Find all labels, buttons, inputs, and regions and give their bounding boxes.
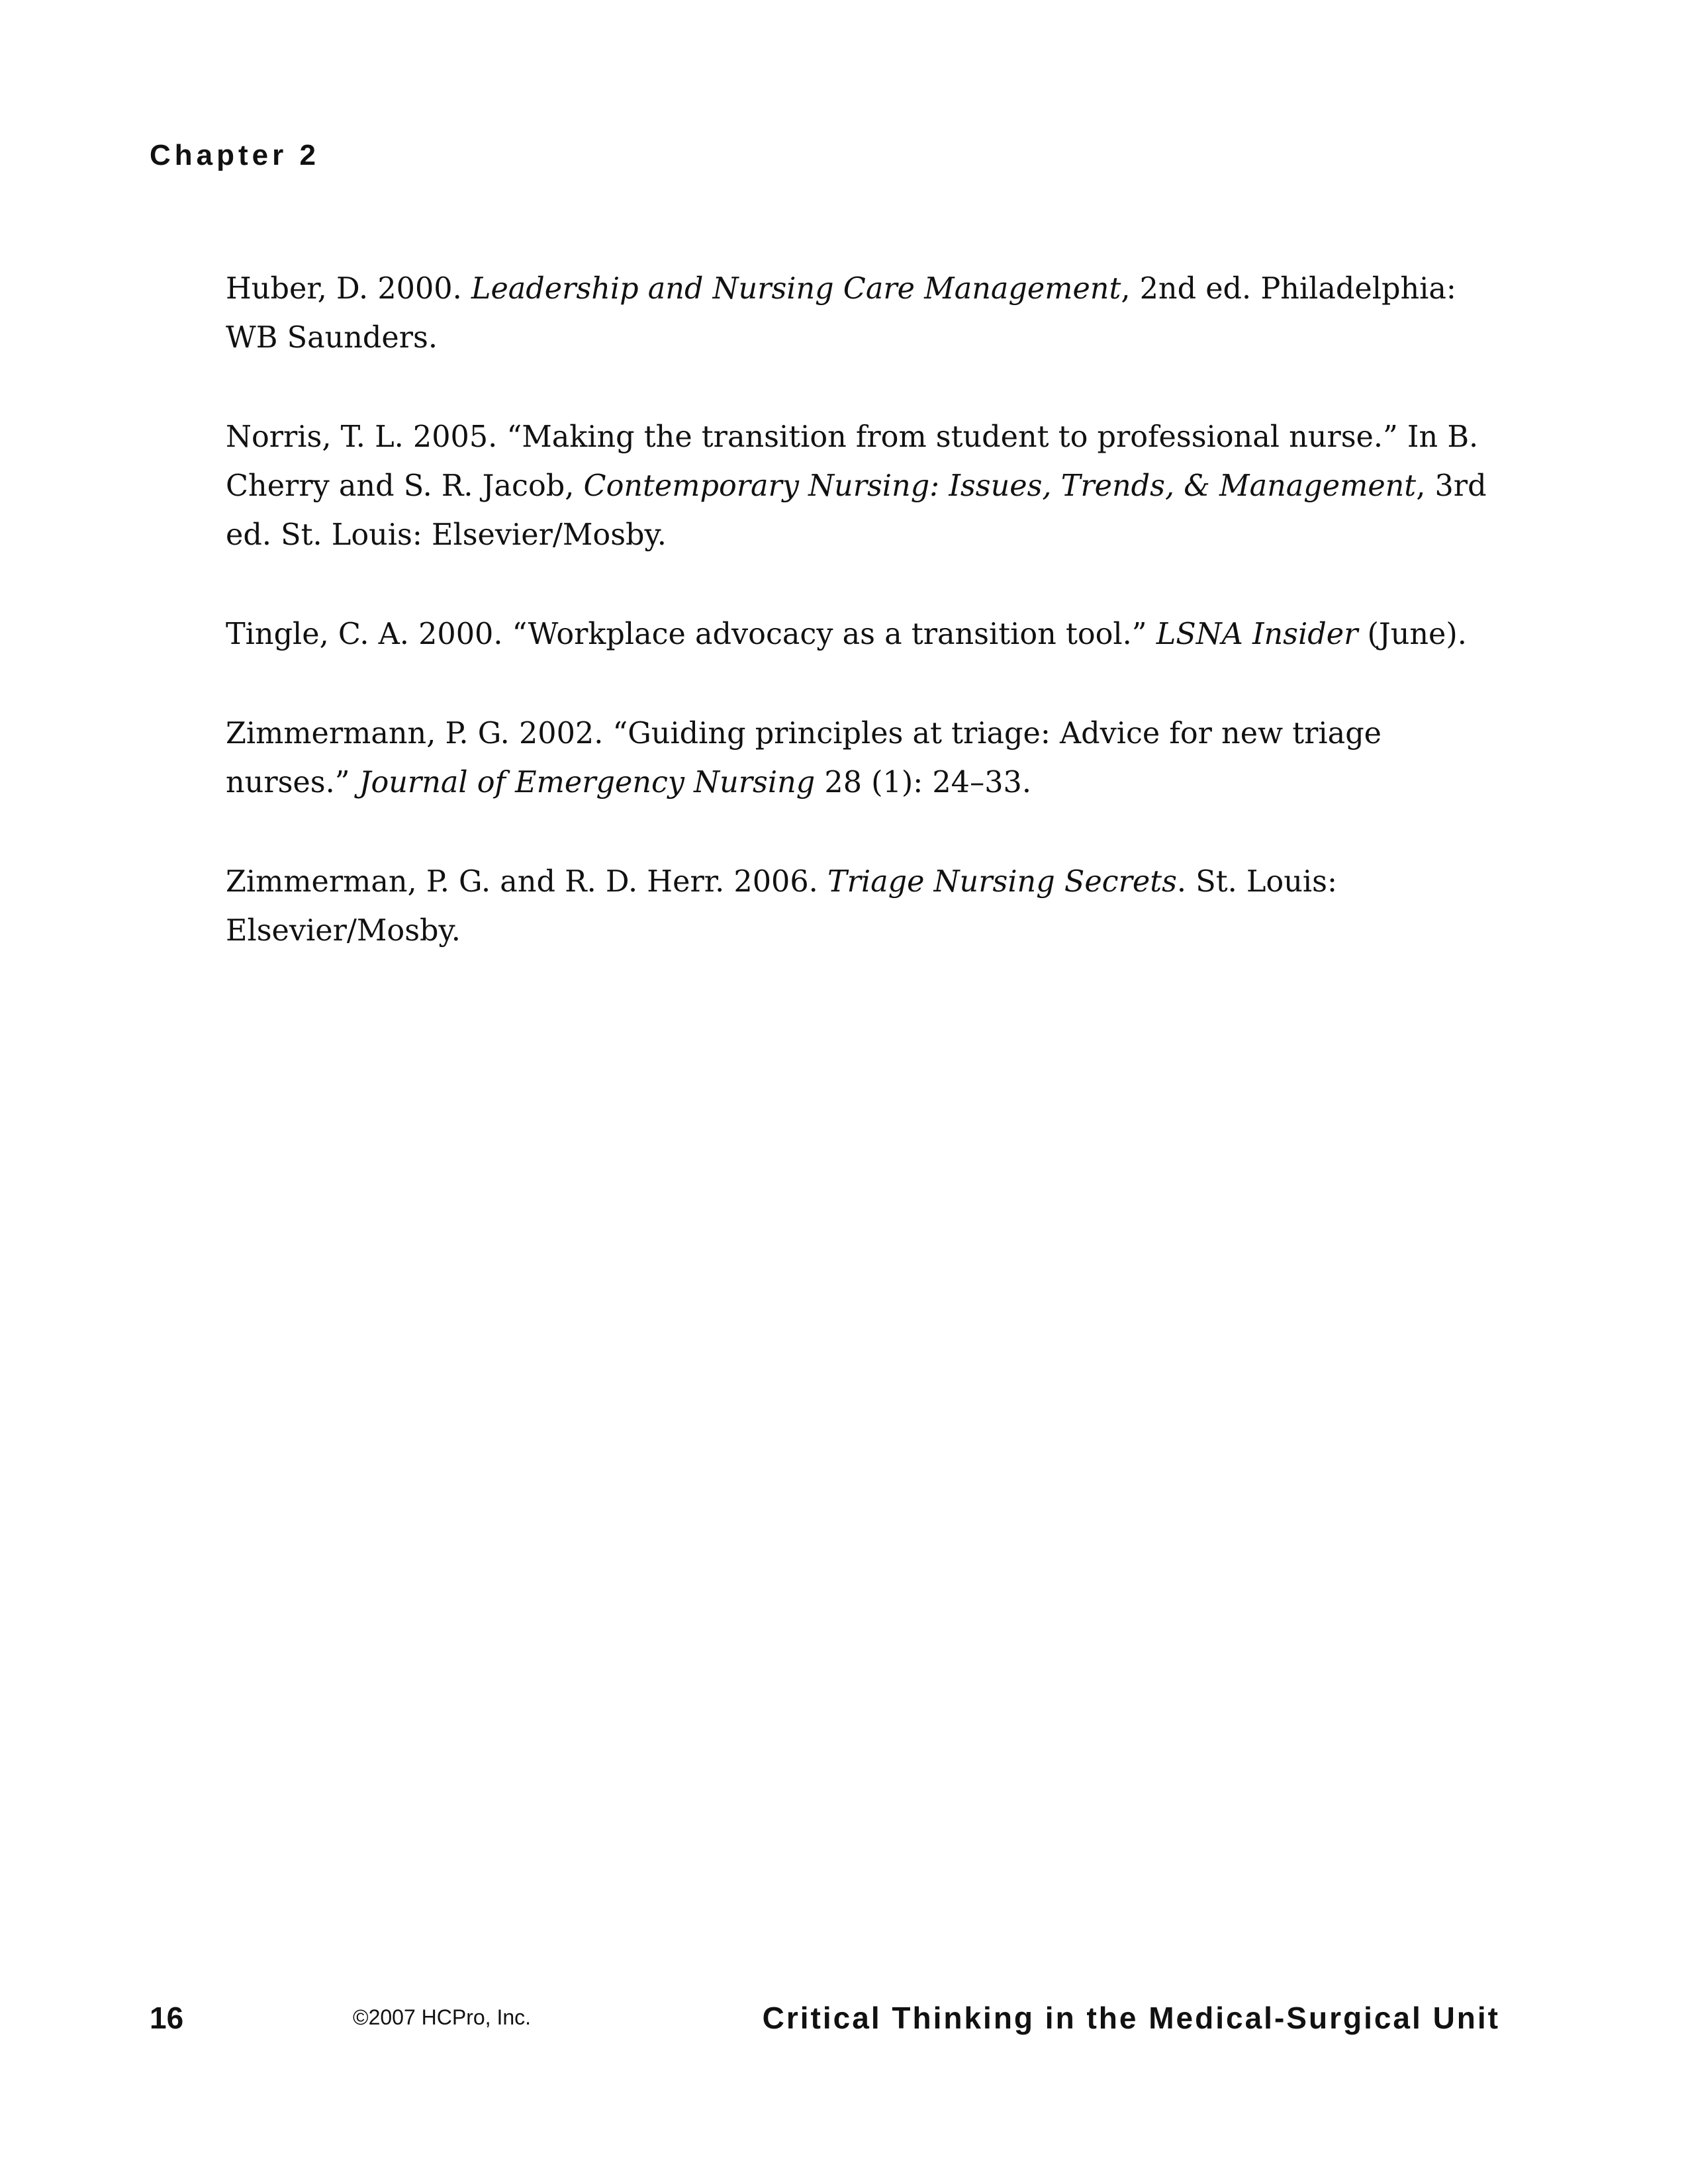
- reference-zimmerman-herr: Zimmerman, P. G. and R. D. Herr. 2006. Triage Nursing Secrets. St. Louis: Elsevier/Mosby.: [226, 865, 1337, 948]
- reference-zimmermann: Zimmermann, P. G. 2002. “Guiding principles at triage: Advice for new triage nurses.” Journal of Emergency Nursing 28 (1): 24–33.: [226, 717, 1382, 799]
- page-number: 16: [150, 2001, 184, 2035]
- reference-huber: Huber, D. 2000. Leadership and Nursing Care Management, 2nd ed. Philadelphia: WB Saunders.: [226, 272, 1456, 355]
- copyright-notice: ©2007 HCPro, Inc.: [353, 2005, 532, 2029]
- reference-tingle: Tingle, C. A. 2000. “Workplace advocacy as a transition tool.” LSNA Insider (June).: [226, 617, 1467, 651]
- chapter-heading: Chapter 2: [150, 139, 320, 171]
- reference-norris: Norris, T. L. 2005. “Making the transition from student to professional nurse.” In B. Cherry and S. R. Jacob, Contemporary Nursing: Issues, Trends, & Management, 3rd ed. St. Louis: Elsevier/Mosby.: [226, 420, 1487, 552]
- book-title: Critical Thinking in the Medical-Surgical Unit: [762, 2001, 1500, 2035]
- reference-list: [226, 265, 1510, 1006]
